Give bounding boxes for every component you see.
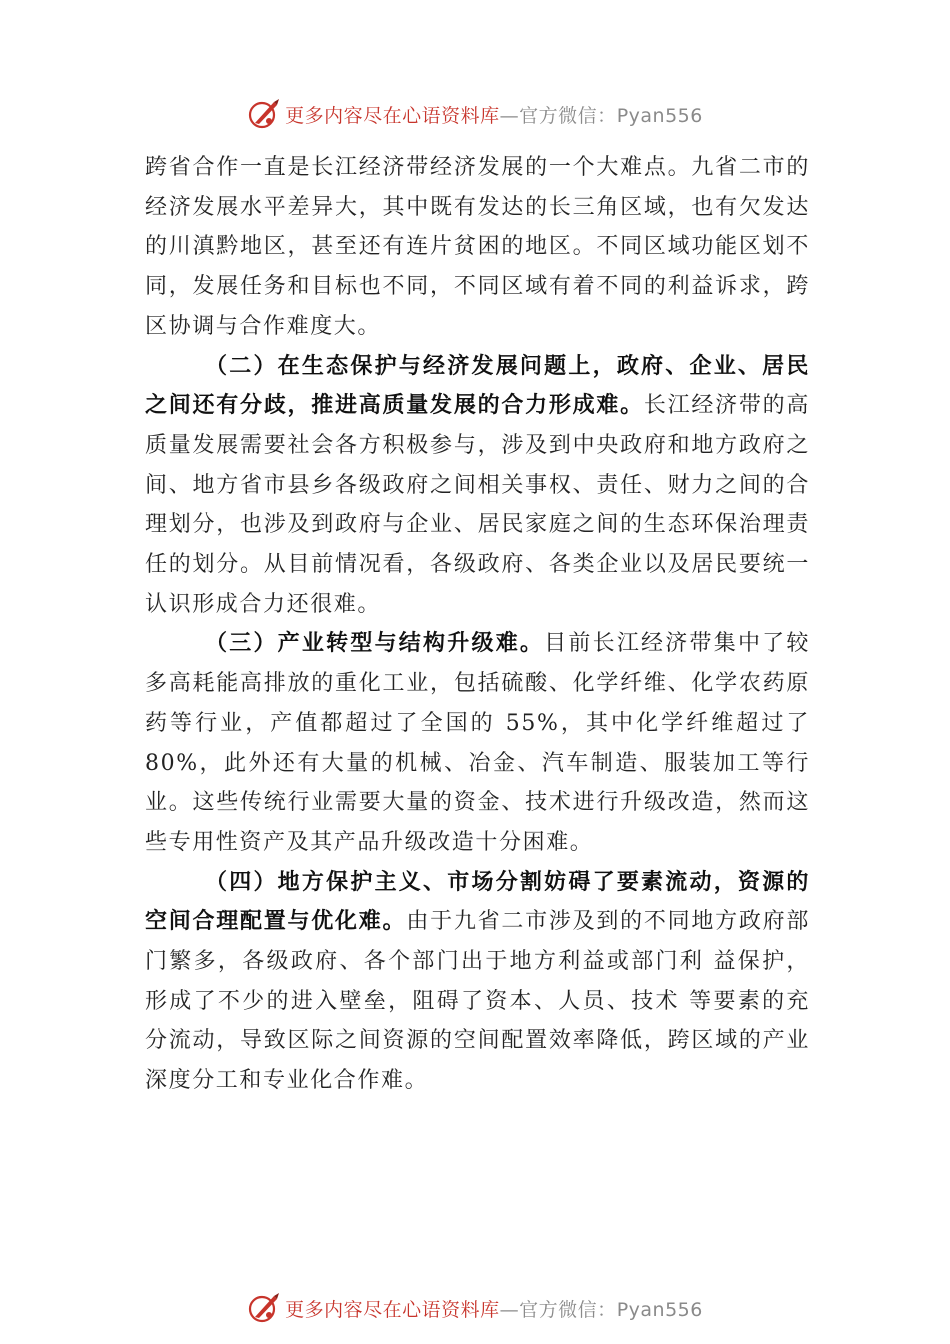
paragraph-section-2 [145, 347, 810, 625]
quill-logo-icon [247, 1291, 281, 1325]
paragraph-intro [145, 148, 810, 347]
watermark-label: 官方微信： [519, 104, 617, 127]
watermark-account: Pyan556 [616, 1298, 703, 1321]
watermark-title: 更多内容尽在心语资料库 [285, 104, 500, 127]
quill-logo-icon [247, 97, 281, 131]
watermark-dash: — [499, 104, 520, 127]
footer-watermark [0, 1288, 950, 1328]
paragraph-body: 目前长江经济带集中了较多高耗能高排放的重化工业，包括硫酸、化学纤维、化学农药原药等行业，产值都超过了全国的 55%，其中化学纤维超过了 80%，此外还有大量的机械、冶金、汽车制造、服装加工等行业。这些传统行业需要大量的资金、技术进行升级改造，然而这些专用性资产及其产品升级改造十分困难。 [145, 631, 811, 855]
section-heading: （二）在生态保护与经济发展问题上，政府、企业、居民之间还有分歧，推进高质量发展的合力形成难。 [145, 352, 810, 419]
document-body [145, 148, 810, 1101]
paragraph-section-3 [145, 624, 810, 862]
section-heading: （三）产业转型与结构升级难。 [205, 630, 545, 657]
watermark-text [285, 101, 703, 128]
section-heading: （四）地方保护主义、市场分割妨碍了要素流动，资源的空间合理配置与优化难。 [145, 868, 810, 935]
watermark-account: Pyan556 [616, 104, 703, 127]
watermark-text [285, 1295, 703, 1322]
watermark-label: 官方微信： [519, 1298, 617, 1321]
header-watermark [0, 94, 950, 134]
paragraph-body: 长江经济带的高质量发展需要社会各方积极参与，涉及到中央政府和地方政府之间、地方省市县乡各级政府之间相关事权、责任、财力之间的合理划分，也涉及到政府与企业、居民家庭之间的生态环保治理责任的划分。从目前情况看，各级政府、各类企业以及居民要统一认识形成合力还很难。 [145, 393, 810, 617]
watermark-title: 更多内容尽在心语资料库 [285, 1298, 500, 1321]
paragraph-body: 由于九省二市涉及到的不同地方政府部门繁多，各级政府、各个部门出于地方利益或部门利 益保护，形成了不少的进入壁垒，阻碍了资本、人员、技术 等要素的充分流动，导致区际之间资源的空间配置效率降低，跨区域的产业深度分工和专业化合作难。 [145, 909, 810, 1094]
watermark-dash: — [499, 1298, 520, 1321]
paragraph-body: 跨省合作一直是长江经济带经济发展的一个大难点。九省二市的经济发展水平差异大，其中既有发达的长三角区域，也有欠发达的川滇黔地区，甚至还有连片贫困的地区。不同区域功能区划不同，发展任务和目标也不同，不同区域有着不同的利益诉求，跨区协调与合作难度大。 [145, 155, 810, 339]
paragraph-section-4 [145, 863, 810, 1101]
